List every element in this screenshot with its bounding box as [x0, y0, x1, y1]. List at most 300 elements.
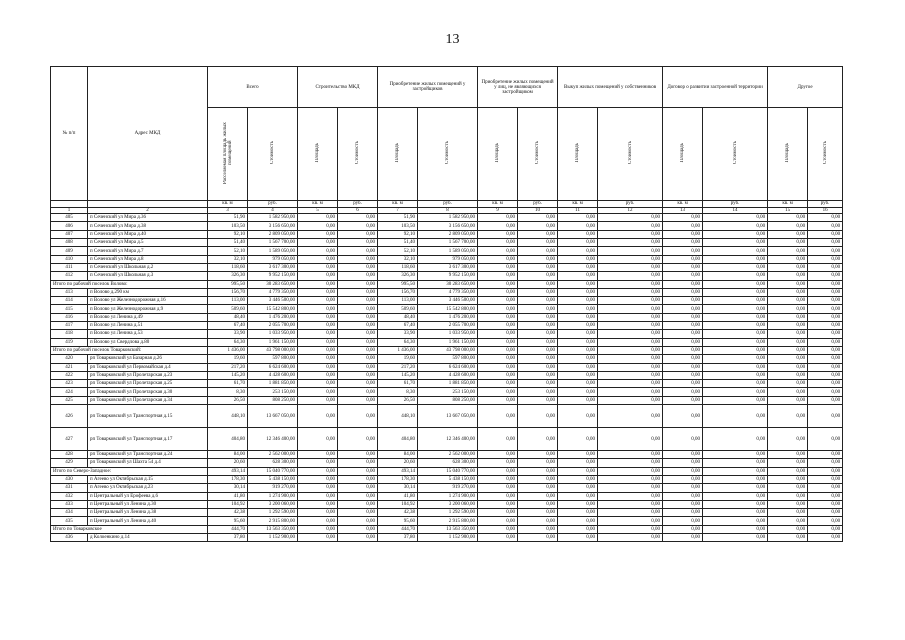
- cost-cell: 0,00: [808, 459, 843, 467]
- group-total: Всего: [208, 67, 298, 108]
- area-cell: 0,00: [558, 263, 598, 271]
- cost-cell: 0,00: [808, 297, 843, 305]
- row-address: п Центральный ул Ленина д.40: [88, 517, 208, 525]
- area-cell: 0,00: [663, 525, 703, 533]
- table-row: [51, 459, 843, 467]
- column-number: 5: [298, 207, 338, 214]
- area-cell: 51,40: [208, 239, 248, 247]
- area-cell: 0,00: [768, 214, 808, 222]
- cost-cell: 0,00: [338, 371, 378, 379]
- sub-header-cost: Стоимость: [248, 108, 298, 201]
- row-address: п Центральный ул Ленина д.38: [88, 509, 208, 517]
- row-number: 430: [51, 475, 88, 483]
- area-cell: 0,00: [663, 313, 703, 321]
- area-cell: 448,10: [208, 405, 248, 428]
- area-cell: 404,80: [208, 428, 248, 451]
- cost-cell: 0,00: [518, 475, 558, 483]
- cost-cell: 0,00: [338, 475, 378, 483]
- table-row: [51, 484, 843, 492]
- area-cell: 0,00: [768, 230, 808, 238]
- cost-cell: 0,00: [808, 280, 843, 288]
- area-cell: 0,00: [663, 388, 703, 396]
- area-cell: 0,00: [768, 330, 808, 338]
- table-row: [51, 388, 843, 396]
- area-cell: 0,00: [663, 338, 703, 346]
- cost-cell: 0,00: [518, 322, 558, 330]
- area-cell: 0,00: [478, 297, 518, 305]
- cost-cell: 0,00: [598, 388, 663, 396]
- cost-cell: 0,00: [703, 255, 768, 263]
- area-cell: 0,00: [768, 525, 808, 533]
- area-cell: 0,00: [768, 222, 808, 230]
- cost-cell: 0,00: [808, 396, 843, 404]
- table-row: [51, 230, 843, 238]
- cost-cell: 0,00: [598, 288, 663, 296]
- cost-cell: 0,00: [338, 459, 378, 467]
- area-cell: 0,00: [558, 338, 598, 346]
- col-address-header: Адрес МКД: [88, 67, 208, 201]
- cost-cell: 0,00: [808, 533, 843, 541]
- area-cell: 0,00: [663, 330, 703, 338]
- cost-cell: 0,00: [703, 305, 768, 313]
- cost-cell: 1 567 700,00: [418, 239, 478, 247]
- cost-cell: 0,00: [338, 280, 378, 288]
- area-cell: 0,00: [768, 459, 808, 467]
- area-cell: 0,00: [298, 484, 338, 492]
- cost-cell: 0,00: [338, 338, 378, 346]
- area-cell: 0,00: [663, 280, 703, 288]
- area-cell: 0,00: [298, 388, 338, 396]
- row-number: 408: [51, 239, 88, 247]
- row-address: рп Товарковский ул Транспортная д.15: [88, 405, 208, 428]
- cost-cell: 0,00: [598, 492, 663, 500]
- area-cell: 0,00: [558, 214, 598, 222]
- cost-cell: 0,00: [703, 214, 768, 222]
- cost-cell: 13 563 350,00: [418, 525, 478, 533]
- area-cell: 48,40: [208, 313, 248, 321]
- column-number: 9: [478, 207, 518, 214]
- row-address: рп Товарковский ул Пролетарская д.25: [88, 380, 208, 388]
- area-cell: 0,00: [768, 509, 808, 517]
- area-cell: 0,00: [558, 459, 598, 467]
- area-cell: 0,00: [298, 467, 338, 475]
- cost-cell: 9 952 150,00: [248, 272, 298, 280]
- cost-cell: 2 809 050,00: [418, 230, 478, 238]
- area-cell: 0,00: [663, 509, 703, 517]
- cost-cell: 0,00: [338, 484, 378, 492]
- cost-cell: 0,00: [518, 405, 558, 428]
- area-cell: 0,00: [478, 533, 518, 541]
- area-cell: 0,00: [768, 396, 808, 404]
- cost-cell: 0,00: [808, 346, 843, 354]
- area-cell: 19,60: [208, 355, 248, 363]
- column-number: 16: [808, 207, 843, 214]
- cost-cell: 2 055 700,00: [248, 322, 298, 330]
- unit-label: кв. м: [663, 201, 703, 208]
- area-cell: 0,00: [298, 330, 338, 338]
- cost-cell: 1 881 850,00: [418, 380, 478, 388]
- area-cell: 145,20: [378, 371, 418, 379]
- subtotal-label: Итого по Товарковское: [51, 525, 208, 533]
- area-cell: 0,00: [558, 313, 598, 321]
- area-cell: 0,00: [478, 405, 518, 428]
- cost-cell: 0,00: [338, 255, 378, 263]
- cost-cell: 3 200 060,00: [418, 500, 478, 508]
- cost-cell: 0,00: [808, 371, 843, 379]
- area-cell: 0,00: [663, 305, 703, 313]
- row-number: 405: [51, 214, 88, 222]
- sub-header-area: Площадь: [768, 108, 808, 201]
- area-cell: 326,30: [378, 272, 418, 280]
- area-cell: 0,00: [478, 380, 518, 388]
- area-cell: 0,00: [663, 428, 703, 451]
- cost-cell: 0,00: [338, 272, 378, 280]
- table-row: [51, 492, 843, 500]
- cost-cell: 1 589 050,00: [248, 247, 298, 255]
- area-cell: 0,00: [663, 346, 703, 354]
- area-cell: 0,00: [768, 272, 808, 280]
- area-cell: 0,00: [478, 388, 518, 396]
- cost-cell: 0,00: [518, 388, 558, 396]
- table-row: [51, 509, 843, 517]
- area-cell: 61,70: [378, 380, 418, 388]
- row-number: 409: [51, 247, 88, 255]
- cost-cell: 0,00: [703, 525, 768, 533]
- cost-cell: 1 274 900,00: [418, 492, 478, 500]
- area-cell: 156,70: [378, 288, 418, 296]
- cost-cell: 0,00: [518, 255, 558, 263]
- sub-header-area: Площадь: [558, 108, 598, 201]
- cost-cell: 0,00: [808, 355, 843, 363]
- cost-cell: 4 428 600,00: [248, 371, 298, 379]
- area-cell: 0,00: [558, 330, 598, 338]
- cost-cell: 0,00: [338, 525, 378, 533]
- area-cell: 509,60: [208, 305, 248, 313]
- group-development-agreement: Договор о развитии застроенной территории: [663, 67, 768, 108]
- area-cell: 0,00: [298, 355, 338, 363]
- cost-cell: 0,00: [518, 459, 558, 467]
- area-cell: 0,00: [663, 405, 703, 428]
- cost-cell: 0,00: [598, 509, 663, 517]
- row-number: 421: [51, 363, 88, 371]
- area-cell: 0,00: [768, 338, 808, 346]
- row-address: п Сеченский ул Мира д.38: [88, 222, 208, 230]
- area-cell: 0,00: [768, 428, 808, 451]
- area-cell: 0,00: [298, 346, 338, 354]
- area-cell: 0,00: [768, 484, 808, 492]
- cost-cell: 1 567 700,00: [248, 239, 298, 247]
- table-row: [51, 214, 843, 222]
- cost-cell: 0,00: [703, 396, 768, 404]
- row-number: 424: [51, 388, 88, 396]
- area-cell: 0,00: [768, 475, 808, 483]
- column-number: 3: [208, 207, 248, 214]
- area-cell: 0,00: [478, 322, 518, 330]
- cost-cell: 30 283 650,00: [418, 280, 478, 288]
- row-number: 436: [51, 533, 88, 541]
- area-cell: 0,00: [768, 305, 808, 313]
- area-cell: 103,50: [208, 222, 248, 230]
- cost-cell: 0,00: [808, 263, 843, 271]
- row-address: п Сеченский ул Мира д.40: [88, 230, 208, 238]
- area-cell: 0,00: [478, 428, 518, 451]
- table-row: [51, 371, 843, 379]
- cost-cell: 0,00: [703, 405, 768, 428]
- area-cell: 0,00: [298, 405, 338, 428]
- area-cell: 113,00: [208, 297, 248, 305]
- area-cell: 0,00: [478, 263, 518, 271]
- area-cell: 1 436,00: [208, 346, 248, 354]
- cost-cell: 0,00: [338, 492, 378, 500]
- area-cell: 0,00: [558, 322, 598, 330]
- cost-cell: 0,00: [598, 525, 663, 533]
- row-number: 432: [51, 492, 88, 500]
- area-cell: 51,90: [378, 214, 418, 222]
- cost-cell: 919 270,00: [418, 484, 478, 492]
- sub-header-cost: Стоимость: [808, 108, 843, 201]
- subtotal-row: [51, 525, 843, 533]
- table-body: [51, 214, 843, 542]
- row-address: п Волово ул Ленина д.49: [88, 313, 208, 321]
- cost-cell: 253 150,00: [248, 388, 298, 396]
- area-cell: 0,00: [558, 355, 598, 363]
- area-cell: 444,70: [378, 525, 418, 533]
- unit-label: кв. м: [768, 201, 808, 208]
- sub-header-area: Площадь: [378, 108, 418, 201]
- cost-cell: 1 274 900,00: [248, 492, 298, 500]
- row-address: рп Товарковский ул Пролетарская д.30: [88, 388, 208, 396]
- area-cell: 0,00: [558, 230, 598, 238]
- cost-cell: 0,00: [598, 222, 663, 230]
- cost-cell: 0,00: [808, 525, 843, 533]
- page-number: 13: [445, 32, 460, 47]
- cost-cell: 0,00: [808, 247, 843, 255]
- area-cell: 52,10: [378, 247, 418, 255]
- area-cell: 0,00: [663, 475, 703, 483]
- area-cell: 32,10: [378, 255, 418, 263]
- cost-cell: 3 200 060,00: [248, 500, 298, 508]
- cost-cell: 2 915 800,00: [248, 517, 298, 525]
- row-number: 433: [51, 500, 88, 508]
- area-cell: 0,00: [298, 272, 338, 280]
- cost-cell: 0,00: [338, 388, 378, 396]
- area-cell: 0,00: [478, 214, 518, 222]
- cost-cell: 0,00: [808, 380, 843, 388]
- cost-cell: 0,00: [598, 533, 663, 541]
- area-cell: 0,00: [768, 380, 808, 388]
- area-cell: 0,00: [478, 509, 518, 517]
- cost-cell: 0,00: [703, 222, 768, 230]
- sub-header-cost: Стоимость: [338, 108, 378, 201]
- column-number: 4: [248, 207, 298, 214]
- cost-cell: 1 582 950,00: [248, 214, 298, 222]
- cost-cell: 0,00: [518, 313, 558, 321]
- group-purchase-developers: Приобретение жилых помещений у застройщиков: [378, 67, 478, 108]
- area-cell: 0,00: [768, 247, 808, 255]
- area-cell: 0,00: [478, 525, 518, 533]
- table-row: [51, 255, 843, 263]
- cost-cell: 43 798 000,00: [248, 346, 298, 354]
- cost-cell: 13 667 050,00: [418, 405, 478, 428]
- area-cell: 0,00: [558, 346, 598, 354]
- cost-cell: 0,00: [703, 428, 768, 451]
- area-cell: 0,00: [768, 346, 808, 354]
- area-cell: 0,00: [478, 272, 518, 280]
- cost-cell: 2 809 050,00: [248, 230, 298, 238]
- cost-cell: 597 800,00: [418, 355, 478, 363]
- area-cell: 84,00: [208, 451, 248, 459]
- row-address: рп Товарковский ул Первомайская д.4: [88, 363, 208, 371]
- cost-cell: 13 667 050,00: [248, 405, 298, 428]
- cost-cell: 0,00: [338, 330, 378, 338]
- cost-cell: 0,00: [598, 322, 663, 330]
- cost-cell: 0,00: [518, 355, 558, 363]
- cost-cell: 0,00: [598, 305, 663, 313]
- sub-header-area: Площадь: [478, 108, 518, 201]
- subtotal-row: [51, 346, 843, 354]
- cost-cell: 0,00: [703, 492, 768, 500]
- area-cell: 0,00: [558, 305, 598, 313]
- area-cell: 0,00: [558, 396, 598, 404]
- area-cell: 0,00: [298, 297, 338, 305]
- cost-cell: 0,00: [808, 230, 843, 238]
- cost-cell: 0,00: [808, 363, 843, 371]
- column-number: 13: [663, 207, 703, 214]
- area-cell: 0,00: [768, 371, 808, 379]
- sub-header-area: Площадь: [663, 108, 703, 201]
- row-number: 415: [51, 305, 88, 313]
- cost-cell: 0,00: [518, 280, 558, 288]
- cost-cell: 1 961 150,00: [418, 338, 478, 346]
- sub-header-resettled-area: Расселяемая площадь жилых помещений: [208, 108, 248, 201]
- cost-cell: 1 292 590,00: [418, 509, 478, 517]
- area-cell: 0,00: [663, 459, 703, 467]
- cost-cell: 0,00: [703, 263, 768, 271]
- cost-cell: 0,00: [808, 484, 843, 492]
- cost-cell: 0,00: [808, 338, 843, 346]
- area-cell: 0,00: [663, 222, 703, 230]
- cost-cell: 0,00: [598, 451, 663, 459]
- area-cell: 0,00: [478, 255, 518, 263]
- area-cell: 0,00: [478, 500, 518, 508]
- cost-cell: 0,00: [338, 239, 378, 247]
- row-number: 435: [51, 517, 88, 525]
- area-cell: 26,50: [378, 396, 418, 404]
- cost-cell: 0,00: [598, 346, 663, 354]
- table-row: [51, 363, 843, 371]
- column-number: 10: [518, 207, 558, 214]
- cost-cell: 0,00: [703, 288, 768, 296]
- area-cell: 0,00: [558, 255, 598, 263]
- area-cell: 178,30: [208, 475, 248, 483]
- area-cell: 0,00: [478, 355, 518, 363]
- area-cell: 493,14: [208, 467, 248, 475]
- cost-cell: 0,00: [598, 313, 663, 321]
- table-row: [51, 428, 843, 451]
- area-cell: 0,00: [558, 297, 598, 305]
- subtotal-label: Итого по рабочий поселок Товарковский:: [51, 346, 208, 354]
- cost-cell: 0,00: [338, 451, 378, 459]
- area-cell: 118,60: [378, 263, 418, 271]
- unit-label: руб.: [703, 201, 768, 208]
- cost-cell: 0,00: [598, 475, 663, 483]
- cost-cell: 6 624 600,00: [248, 363, 298, 371]
- area-cell: 0,00: [663, 214, 703, 222]
- table-row: [51, 322, 843, 330]
- column-number: 7: [378, 207, 418, 214]
- cost-cell: 979 050,00: [418, 255, 478, 263]
- area-cell: 0,00: [478, 371, 518, 379]
- cost-cell: 0,00: [598, 459, 663, 467]
- cost-cell: 0,00: [518, 247, 558, 255]
- resettlement-table: [50, 66, 843, 542]
- cost-cell: 0,00: [808, 322, 843, 330]
- area-cell: 67,40: [208, 322, 248, 330]
- table-row: [51, 355, 843, 363]
- cost-cell: 0,00: [338, 222, 378, 230]
- area-cell: 0,00: [298, 363, 338, 371]
- area-cell: 0,00: [298, 280, 338, 288]
- row-address: рп Товарковский ул Пролетарская д.34: [88, 396, 208, 404]
- cost-cell: 3 156 650,00: [248, 222, 298, 230]
- area-cell: 0,00: [558, 533, 598, 541]
- area-cell: 0,00: [478, 230, 518, 238]
- area-cell: 0,00: [663, 363, 703, 371]
- sub-header-cost: Стоимость: [598, 108, 663, 201]
- area-cell: 217,20: [208, 363, 248, 371]
- area-cell: 0,00: [663, 239, 703, 247]
- cost-cell: 0,00: [703, 346, 768, 354]
- table-row: [51, 263, 843, 271]
- cost-cell: 0,00: [518, 338, 558, 346]
- cost-cell: 0,00: [703, 500, 768, 508]
- table-row: [51, 222, 843, 230]
- unit-label: кв. м: [208, 201, 248, 208]
- row-number: 428: [51, 451, 88, 459]
- area-cell: 26,50: [208, 396, 248, 404]
- cost-cell: 628 300,00: [418, 459, 478, 467]
- area-cell: 20,60: [378, 459, 418, 467]
- cost-cell: 253 150,00: [418, 388, 478, 396]
- area-cell: 0,00: [298, 492, 338, 500]
- cost-cell: 0,00: [598, 500, 663, 508]
- cost-cell: 1 476 200,00: [418, 313, 478, 321]
- row-address: п Волово ул Ленина д.53: [88, 330, 208, 338]
- area-cell: 0,00: [298, 500, 338, 508]
- cost-cell: 0,00: [703, 459, 768, 467]
- cost-cell: 0,00: [338, 467, 378, 475]
- cost-cell: 0,00: [703, 239, 768, 247]
- group-other: Другое: [768, 67, 843, 108]
- cost-cell: 919 270,00: [248, 484, 298, 492]
- area-cell: 0,00: [298, 247, 338, 255]
- area-cell: 448,10: [378, 405, 418, 428]
- row-address: п Центральный ул Ерофеева д.6: [88, 492, 208, 500]
- area-cell: 0,00: [478, 396, 518, 404]
- row-address: п Волово ул Железнодорожная д.16: [88, 297, 208, 305]
- cost-cell: 3 617 300,00: [418, 263, 478, 271]
- col-num-header: № п/п: [51, 67, 88, 201]
- area-cell: 0,00: [663, 322, 703, 330]
- area-cell: 0,00: [558, 467, 598, 475]
- row-number: 422: [51, 371, 88, 379]
- row-address: п Сеченский ул Мира д.8: [88, 255, 208, 263]
- cost-cell: 12 346 400,00: [248, 428, 298, 451]
- area-cell: 0,00: [663, 451, 703, 459]
- cost-cell: 0,00: [703, 280, 768, 288]
- area-cell: 42,38: [378, 509, 418, 517]
- cost-cell: 0,00: [808, 214, 843, 222]
